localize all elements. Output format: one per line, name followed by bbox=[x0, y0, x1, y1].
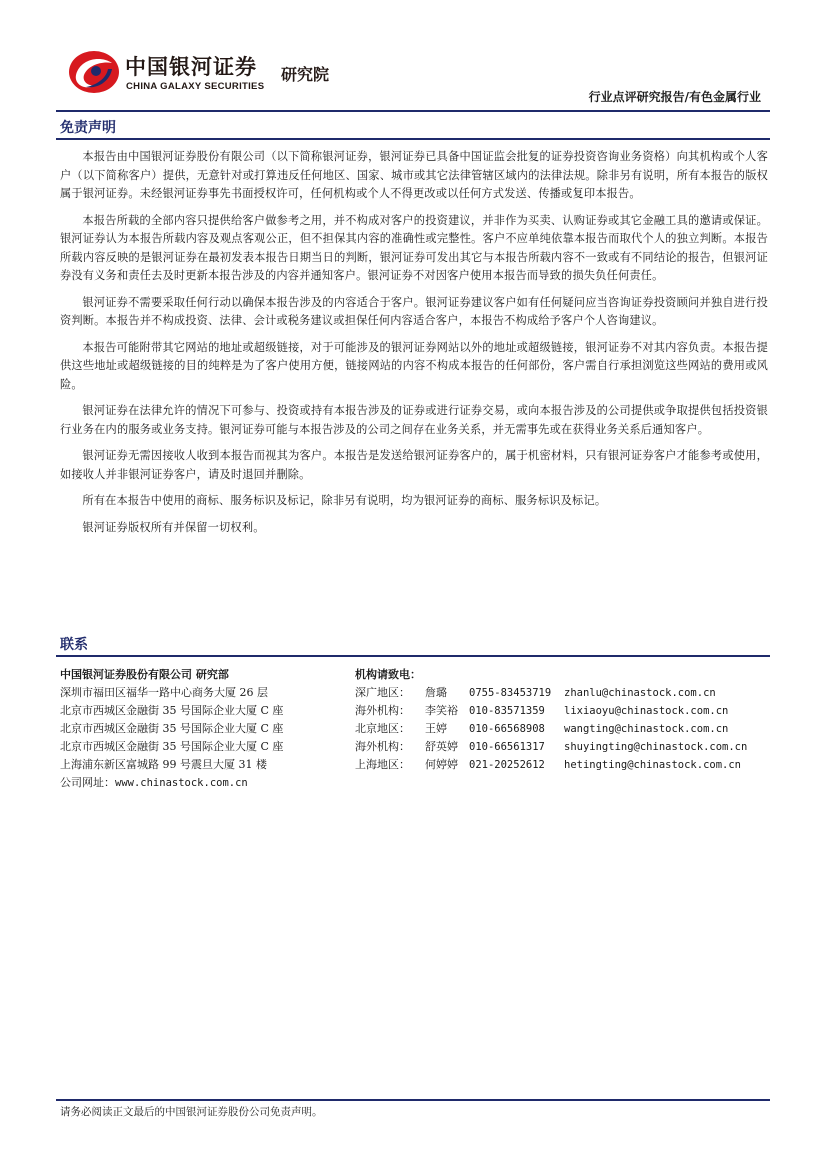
header-divider bbox=[56, 110, 770, 112]
contact-region: 深广地区： bbox=[355, 686, 410, 699]
disclaimer-title: 免责声明 bbox=[60, 120, 116, 136]
contact-row bbox=[355, 738, 770, 756]
disclaimer-paragraph: 银河证券在法律允许的情况下可参与、投资或持有本报告涉及的证券或进行证券交易，或向本报告涉及的公司提供或争取提供包括投资银行业务在内的服务或业务支持。银河证券可能与本报告涉及的公司之间存在业务关系，并无需事先或在获得业务关系后通知客户。 bbox=[60, 404, 768, 436]
contact-title: 联系 bbox=[60, 637, 88, 653]
address-line: 深圳市福田区福华一路中心商务大厦 26 层 bbox=[60, 686, 268, 699]
report-type: 行业点评研究报告/有色金属行业 bbox=[588, 90, 761, 104]
contact-email[interactable]: zhanlu@chinastock.com.cn bbox=[564, 687, 716, 699]
address-line: 上海浦东新区富城路 99 号震旦大厦 31 楼 bbox=[60, 758, 267, 771]
galaxy-swirl-icon bbox=[66, 45, 122, 97]
contact-phone: 0755-83453719 bbox=[469, 687, 552, 699]
address-line: 北京市西城区金融街 35 号国际企业大厦 C 座 bbox=[60, 704, 284, 717]
footer-divider bbox=[56, 1099, 770, 1101]
contact-row bbox=[355, 684, 770, 702]
contact-region: 北京地区： bbox=[355, 722, 410, 735]
logo-english-name: CHINA GALAXY SECURITIES bbox=[126, 81, 265, 92]
contact-email[interactable]: lixiaoyu@chinastock.com.cn bbox=[564, 705, 729, 717]
disclaimer-paragraph: 银河证券不需要采取任何行动以确保本报告涉及的内容适合于客户。银河证券建议客户如有任何疑问应当咨询证券投资顾问并独自进行投资判断。本报告并不构成投资、法律、会计或税务建议或担保任何内容适合客户，本报告不构成给予客户个人咨询建议。 bbox=[60, 295, 768, 327]
contact-name: 詹璐 bbox=[425, 686, 447, 699]
logo-chinese-name: 中国银河证券 bbox=[125, 55, 257, 79]
contact-phone: 021-20252612 bbox=[469, 759, 545, 771]
disclaimer-paragraph: 本报告可能附带其它网站的地址或超级链接，对于可能涉及的银河证券网站以外的地址或超级链接，银河证券不对其内容负责。本报告提供这些地址或超级链接的目的纯粹是为了客户使用方便，链接网站的内容不构成本报告的任何部份，客户需自行承担浏览这些网站的费用或风险。 bbox=[60, 340, 768, 391]
website-label: 公司网址： bbox=[60, 776, 115, 789]
disclaimer-body bbox=[60, 148, 768, 545]
disclaimer-paragraph: 银河证券无需因接收人收到本报告而视其为客户。本报告是发送给银河证券客户的，属于机密材料，只有银河证券客户才能参考或使用，如接收人并非银河证券客户，请及时退回并删除。 bbox=[60, 449, 768, 481]
contact-phone: 010-66568908 bbox=[469, 723, 545, 735]
logo-institute: 研究院 bbox=[281, 65, 330, 84]
contact-region: 海外机构： bbox=[355, 704, 410, 717]
website-line bbox=[60, 774, 350, 792]
address-line: 北京市西城区金融街 35 号国际企业大厦 C 座 bbox=[60, 740, 284, 753]
disclaimer-paragraph: 本报告由中国银河证券股份有限公司（以下简称银河证券，银河证券已具备中国证监会批复的证券投资咨询业务资格）向其机构或个人客户（以下简称客户）提供，无意针对或打算违反任何地区、国家、城市或其它法律管辖区域内的法律法规。除非另有说明，所有本报告的版权属于银河证券。未经银河证券事先书面授权许可，任何机构或个人不得更改或以任何方式发送、传播或复印本报告。 bbox=[60, 150, 768, 200]
contact-name: 王婷 bbox=[425, 722, 447, 735]
company-logo bbox=[66, 45, 366, 97]
contact-region: 上海地区： bbox=[355, 758, 410, 771]
contact-name: 舒英婷 bbox=[425, 740, 458, 753]
contact-phone: 010-66561317 bbox=[469, 741, 545, 753]
disclaimer-title-divider bbox=[56, 138, 770, 140]
footer-notice: 请务必阅读正文最后的中国银河证券股份公司免责声明。 bbox=[60, 1106, 323, 1118]
disclaimer-paragraph: 所有在本报告中使用的商标、服务标识及标记，除非另有说明，均为银河证券的商标、服务标识及标记。 bbox=[82, 494, 607, 507]
contact-row bbox=[355, 756, 770, 774]
address-line: 北京市西城区金融街 35 号国际企业大厦 C 座 bbox=[60, 722, 284, 735]
institutional-contacts bbox=[355, 666, 770, 774]
website-link[interactable]: www.chinastock.com.cn bbox=[115, 777, 248, 789]
disclaimer-paragraph: 本报告所载的全部内容只提供给客户做参考之用，并不构成对客户的投资建议，并非作为买卖、认购证券或其它金融工具的邀请或保证。银河证券认为本报告所载内容及观点客观公正，但不担保其内容的准确性或完整性。客户不应单纯依靠本报告而取代个人的独立判断。本报告所载内容反映的是银河证券在最初发表本报告日期当日的判断，银河证券可发出其它与本报告所载内容不一致或有不同结论的报告，但银河证券没有义务和责任去及时更新本报告涉及的内容并通知客户。银河证券不对因客户使用本报告而导致的损失负任何责任。 bbox=[60, 213, 768, 282]
contact-title-divider bbox=[56, 655, 770, 657]
contact-name: 李笑裕 bbox=[425, 704, 458, 717]
contact-row bbox=[355, 720, 770, 738]
contact-email[interactable]: wangting@chinastock.com.cn bbox=[564, 723, 729, 735]
contact-region: 海外机构： bbox=[355, 740, 410, 753]
contact-email[interactable]: hetingting@chinastock.com.cn bbox=[564, 759, 742, 771]
contact-row bbox=[355, 702, 770, 720]
contact-email[interactable]: shuyingting@chinastock.com.cn bbox=[564, 741, 748, 753]
institutional-title: 机构请致电： bbox=[355, 668, 421, 681]
disclaimer-paragraph: 银河证券版权所有并保留一切权利。 bbox=[82, 520, 265, 534]
contact-addresses bbox=[60, 666, 350, 792]
contact-name: 何婷婷 bbox=[425, 758, 458, 771]
company-name: 中国银河证券股份有限公司 研究部 bbox=[60, 668, 229, 681]
contact-phone: 010-83571359 bbox=[469, 705, 545, 717]
